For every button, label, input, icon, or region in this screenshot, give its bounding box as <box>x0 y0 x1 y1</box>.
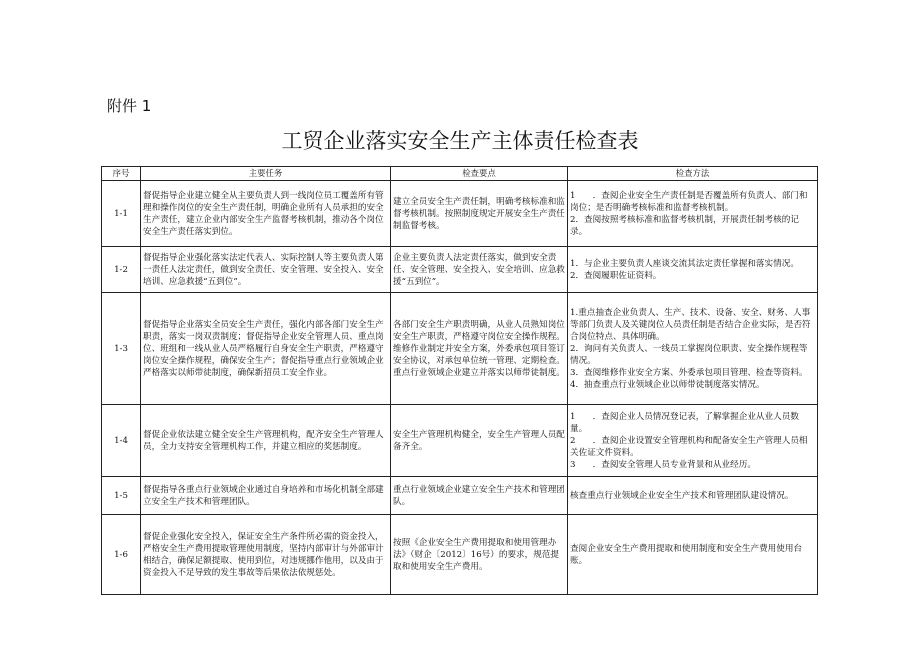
header-number: 序号 <box>102 167 141 181</box>
row-points: 企业主要负责人法定责任落实，做到安全责任、安全管理、安全投入、安全培训、应急救援“五到位”。 <box>391 247 568 293</box>
row-methods <box>568 181 818 247</box>
page-title: 工贸企业落实安全生产主体责任检查表 <box>281 129 639 153</box>
row-methods <box>568 477 818 515</box>
table-header-row <box>102 167 818 181</box>
method-item: 1 ．查阅企业安全生产责任制是否覆盖所有负责人、部门和岗位；是否明确考核标准和监督考核机制。 <box>570 190 808 213</box>
row-points: 建立全员安全生产责任制，明确考核标准和监督考核机制。按照制度规定开展安全生产责任制监督考核。 <box>391 181 568 247</box>
row-task: 督促指导企业强化落实法定代表人、实际控制人等主要负责人第一责任人法定责任，做到安全责任、安全管理、安全投入、安全培训、应急救援“五到位”。 <box>141 247 391 293</box>
table-row <box>102 293 818 405</box>
method-item: 核查重点行业领域企业安全生产技术和管理团队建设情况。 <box>570 490 794 501</box>
row-number: 1-1 <box>102 181 141 247</box>
method-item: 3 ．查阅安全管理人员专业背景和从业经历。 <box>570 459 756 470</box>
row-methods <box>568 293 818 405</box>
table-row <box>102 181 818 247</box>
method-item: 1.重点抽查企业负责人、生产、技术、设备、安全、财务、人事等部门负责人及关键岗位人员责任制是否结合企业实际，是否符合岗位特点、具体明确。 <box>570 307 811 342</box>
method-item: 1．与企业主要负责人座谈交流其法定责任掌握和落实情况。 <box>570 258 799 269</box>
row-number: 1-3 <box>102 293 141 405</box>
table-row <box>102 515 818 595</box>
row-task: 督促企业强化安全投入，保证安全生产条件所必需的资金投入，严格安全生产费用提取管理使用制度，坚持内部审计与外部审计相结合，确保足额提取、使用到位，对违规挪作他用，以及由于资金投入不足导致的发生事故等后果依法依规惩处。 <box>141 515 391 595</box>
inspection-table <box>101 166 818 595</box>
method-item: 2．查阅按照考核标准和监督考核机制，开展责任制考核的记录。 <box>570 214 799 237</box>
method-item: 2．询问有关负责人、一线员工掌握岗位职责、安全操作规程等情况。 <box>570 343 808 366</box>
table-row <box>102 405 818 477</box>
table-row <box>102 477 818 515</box>
row-points: 安全生产管理机构健全，安全生产管理人员配备齐全。 <box>391 405 568 477</box>
method-item: 查阅企业安全生产费用提取和使用制度和安全生产费用使用台账。 <box>570 543 803 566</box>
method-item: 3．查阅维修作业安全方案、外委承包项目管理、检查等资料。 <box>570 367 808 378</box>
row-number: 1-6 <box>102 515 141 595</box>
header-check-methods: 检查方法 <box>568 167 818 181</box>
row-task: 督促指导企业落实全员安全生产责任，强化内部各部门安全生产职责，落实一岗双责制度；督促指导企业安全管理人员、重点岗位、班组和一线从业人员严格履行自身安全生产职责，严格遵守岗位安全操作规程，确保安全生产；督促指导重点行业领域企业严格落实以师带徒制度，确保新招员工安全作业。 <box>141 293 391 405</box>
row-methods <box>568 405 818 477</box>
row-task: 督促指导各重点行业领域企业通过自身培养和市场化机制全部建立安全生产技术和管理团队。 <box>141 477 391 515</box>
table-row <box>102 247 818 293</box>
method-item: 4．抽查重点行业领域企业以师带徒制度落实情况。 <box>570 379 765 390</box>
row-number: 1-4 <box>102 405 141 477</box>
row-methods <box>568 247 818 293</box>
row-methods <box>568 515 818 595</box>
attachment-label: 附件 1 <box>107 97 152 115</box>
header-main-task: 主要任务 <box>141 167 391 181</box>
method-item: 2 ．查阅企业设置安全管理机构和配备安全生产管理人员相关佐证文件资料。 <box>570 435 808 458</box>
method-item: 1 ．查阅企业人员情况登记表，了解掌握企业从业人员数量。 <box>570 411 799 434</box>
row-points: 按照《企业安全生产费用提取和使用管理办法》（财企〔2012〕16号）的要求，规范提取和使用安全生产费用。 <box>391 515 568 595</box>
row-task: 督促企业依法建立健全安全生产管理机构，配齐安全生产管理人员，全力支持安全管理机构工作，并建立相应的奖惩制度。 <box>141 405 391 477</box>
row-task: 督促指导企业建立健全从主要负责人到一线岗位员工覆盖所有管理和操作岗位的安全生产责任制，明确企业所有人员承担的安全生产责任，建立企业内部安全生产监督考核机制，推动各个岗位安全生产责任落实到位。 <box>141 181 391 247</box>
row-number: 1-2 <box>102 247 141 293</box>
method-item: 2．查阅履职佐证资料。 <box>570 270 662 281</box>
row-points: 重点行业领域企业建立安全生产技术和管理团队。 <box>391 477 568 515</box>
row-points: 各部门安全生产职责明确，从业人员熟知岗位安全生产职责，严格遵守岗位安全操作规程。维修作业制定并安全方案，外委承包项目签订安全协议，对承包单位统一管理、定期检查。重点行业领域企业建立并落实以师带徒制度。 <box>391 293 568 405</box>
row-number: 1-5 <box>102 477 141 515</box>
header-check-points: 检查要点 <box>391 167 568 181</box>
